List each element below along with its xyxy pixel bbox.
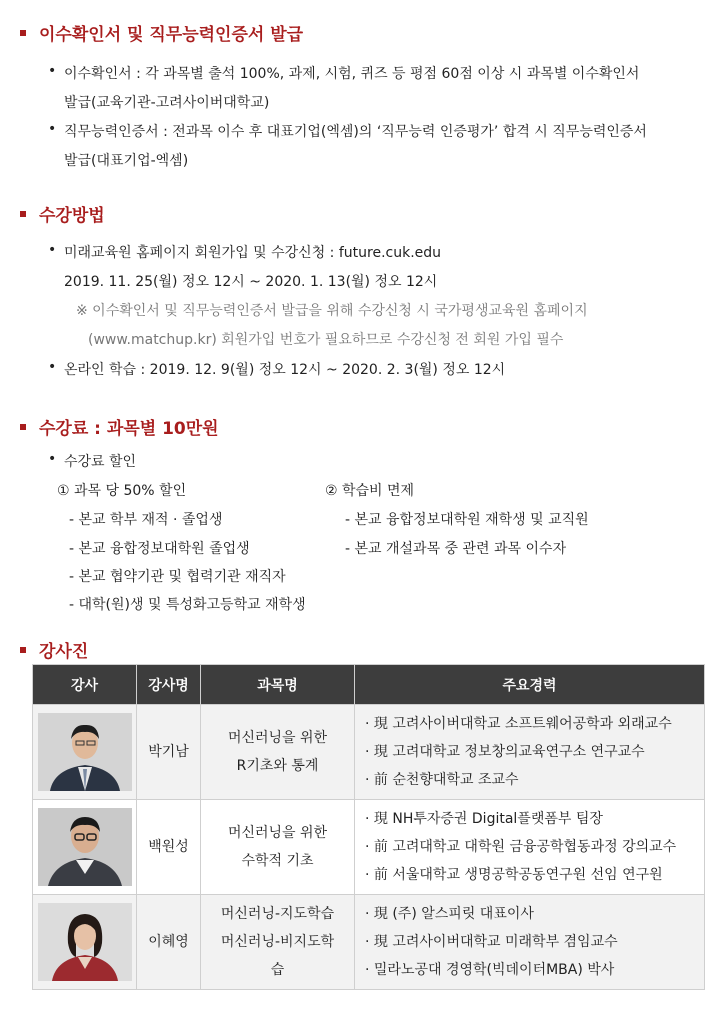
fee-right-item: - 본교 개설과목 중 관련 과목 이수자 [345,541,567,557]
photo-cell [33,895,137,990]
career-line: · 現 고려사이버대학교 소프트웨어공학과 외래교수 [365,716,672,732]
career-cell [355,800,705,895]
table-header-row [33,665,705,705]
certificate-item-1-cont: 발급(교육기관-고려사이버대학교) [64,95,270,111]
fee-left-item: - 본교 학부 재적 · 졸업생 [69,512,223,528]
photo-cell [33,800,137,895]
square-bullet-icon [20,647,26,653]
instructor-photo [38,808,132,886]
course-line: 머신러닝-비지도학 [220,934,335,950]
certificate-item-1: 이수확인서 : 각 과목별 출석 100%, 과제, 시험, 퀴즈 등 평점 60점 이상 시 과목별 이수확인서 [64,66,640,82]
bullet-dot: • [48,359,57,375]
fee-left-item: - 대학(원)생 및 특성화고등학교 재학생 [69,597,306,613]
fee-discount-label: 수강료 할인 [64,454,137,470]
instructor-table [32,664,705,990]
certificate-item-2: 직무능력인증서 : 전과목 이수 후 대표기업(엑셈)의 ‘직무능력 인증평가’ 합격 시 직무능력인증서 [64,124,647,140]
career-line: · 現 NH투자증권 Digital플랫폼부 팀장 [365,811,603,827]
instructor-name: 이혜영 [137,895,201,990]
section-title-method [20,201,105,226]
certificate-item-2-cont: 발급(대표기업-엑셈) [64,153,189,169]
course-line: 수학적 기초 [241,853,314,869]
table-row [33,895,705,990]
course-line: R기초와 통계 [236,758,319,774]
career-cell [355,895,705,990]
career-line: · 現 (주) 알스피릿 대표이사 [365,906,534,922]
instructor-name: 박기남 [137,705,201,800]
section-title-fee [20,414,219,439]
career-line: · 前 고려대학교 대학원 금융공학협동과정 강의교수 [365,839,677,855]
course-cell [201,895,355,990]
course-line: 머신러닝을 위한 [227,730,328,746]
career-line: · 現 고려대학교 정보창의교육연구소 연구교수 [365,744,645,760]
section-title-instructors [20,637,88,662]
instructor-photo [38,903,132,981]
section-title-text: 강사진 [39,642,89,662]
instructor-photo [38,713,132,791]
square-bullet-icon [20,211,26,217]
fee-left-item: - 본교 협약기관 및 협력기관 재직자 [69,569,286,585]
career-line: · 前 서울대학교 생명공학공동연구원 선임 연구원 [365,867,663,883]
method-item-1: 미래교육원 홈페이지 회원가입 및 수강신청 : future.cuk.edu [64,245,442,261]
course-line: 습 [270,962,285,978]
career-line: · 現 고려사이버대학교 미래학부 겸임교수 [365,934,618,950]
course-cell [201,705,355,800]
header-course: 과목명 [201,665,355,705]
section-title-text: 수강방법 [39,206,105,226]
career-line: · 밀라노공대 경영학(빅데이터MBA) 박사 [365,962,615,978]
table-row [33,705,705,800]
section-title-text: 이수확인서 및 직무능력인증서 발급 [39,25,304,45]
method-note-1: ※ 이수확인서 및 직무능력인증서 발급을 위해 수강신청 시 국가평생교육원 홈페이지 [76,303,588,319]
method-item-2: 온라인 학습 : 2019. 12. 9(월) 정오 12시 ~ 2020. 2. 3(월) 정오 12시 [64,362,506,378]
bullet-dot: • [48,121,57,137]
method-item-1-date: 2019. 11. 25(월) 정오 12시 ~ 2020. 1. 13(월) 정오 12시 [64,274,438,290]
fee-right-item: - 본교 융합정보대학원 재학생 및 교직원 [345,512,589,528]
bullet-dot: • [48,63,57,79]
course-cell [201,800,355,895]
method-note-2: (www.matchup.kr) 회원가입 번호가 필요하므로 수강신청 전 회원 가입 필수 [88,332,564,348]
fee-right-head: ② 학습비 면제 [325,483,415,499]
course-line: 머신러닝을 위한 [227,825,328,841]
bullet-dot: • [48,242,57,258]
career-line: · 前 순천향대학교 조교수 [365,772,519,788]
career-cell [355,705,705,800]
header-career: 주요경력 [355,665,705,705]
fee-left-head: ① 과목 당 50% 할인 [57,483,187,499]
fee-left-item: - 본교 융합정보대학원 졸업생 [69,541,250,557]
square-bullet-icon [20,424,26,430]
header-photo: 강사 [33,665,137,705]
square-bullet-icon [20,30,26,36]
photo-cell [33,705,137,800]
course-line: 머신러닝-지도학습 [220,906,335,922]
section-title-text: 수강료 : 과목별 10만원 [39,419,219,439]
instructor-name: 백원성 [137,800,201,895]
table-row [33,800,705,895]
header-name: 강사명 [137,665,201,705]
bullet-dot: • [48,451,57,467]
section-title-certificate [20,20,303,45]
